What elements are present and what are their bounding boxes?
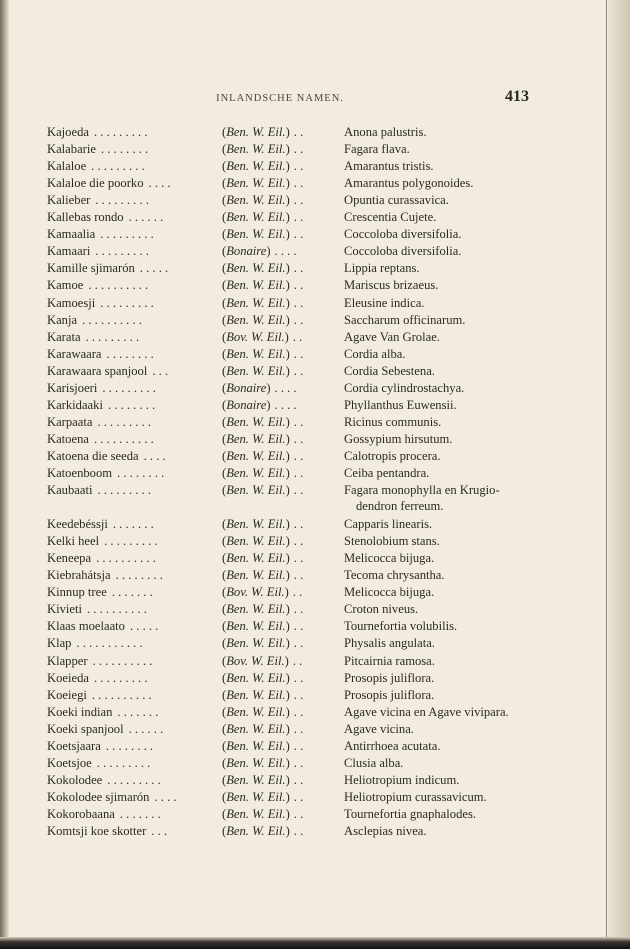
leader-dots: . . [293,159,304,174]
scientific-name: Amarantus polygonoides. [344,176,474,191]
scientific-name: Saccharum officinarum. [344,312,466,327]
leader-dots: . . [293,534,304,549]
entry-name: Kamaari [47,244,91,259]
leader-dots: . . [293,193,304,208]
entry-name: Karpaata [47,414,93,429]
leader-dots: . . [293,517,304,532]
scientific-name: Coccoloba diversifolia. [344,244,462,259]
entry-row [0,789,630,806]
leader-dots: . . [292,653,303,668]
leader-dots: . . [293,414,304,429]
entry-row [0,243,630,260]
scientific-name: Fagara monophylla en Krugio- [344,483,500,498]
scientific-name: Ricinus communis. [344,414,442,429]
scientific-name: Heliotropium indicum. [344,772,460,787]
leader-dots: . . . . . . . . . [96,755,151,770]
leader-dots: . . [293,431,304,446]
entry-source: (Ben. W. Eil.) [222,670,290,685]
leader-dots: . . [293,789,304,804]
entry-name: Klaas moelaato [47,619,125,634]
leader-dots: . . [293,295,304,310]
leader-dots: . . . . . . . . . [107,772,161,787]
leader-dots: . . . . [274,244,297,259]
entry-name: Koeki indian [47,704,113,719]
leader-dots: . . . . . [139,261,169,276]
leader-dots: . . . . . . . . [115,568,163,583]
entry-row [0,414,630,431]
entry-row [0,601,630,618]
entry-name: Karawaara [47,346,102,361]
entry-name: Karkidaaki [47,397,103,412]
entry-name: Kamaalia [47,227,96,242]
entry-row [0,823,630,840]
entry-name: Katoena [47,431,89,446]
scientific-name: Agave Van Grolae. [344,329,440,344]
scientific-name: Agave vicina en Agave vivipara. [344,704,509,719]
entry-row [0,175,630,192]
entry-name: Kalaloe die poorko [47,176,144,191]
scientific-name: Physalis angulata. [344,636,435,651]
leader-dots: . . . . . . [128,721,164,736]
leader-dots: . . . . . . . [112,517,154,532]
running-header: INLANDSCHE NAMEN. [216,93,344,104]
leader-dots: . . [293,176,304,191]
scientific-name: Heliotropium curassavicum. [344,789,487,804]
leader-dots: . . [293,704,304,719]
entry-row [0,158,630,175]
leader-dots: . . . . . . . . . [95,193,149,208]
scientific-name: Eleusine indica. [344,295,425,310]
leader-dots: . . . . . . . [117,704,159,719]
entry-source: (Ben. W. Eil.) [222,602,290,617]
entry-row [0,260,630,277]
entry-source: (Ben. W. Eil.) [222,636,290,651]
entry-row [0,124,630,141]
leader-dots: . . . . . . . . . . . [76,636,143,651]
entry-row [0,567,630,584]
entry-source: (Ben. W. Eil.) [222,534,290,549]
entry-name: Katoena die seeda [47,448,139,463]
scientific-name: Tournefortia volubilis. [344,619,458,634]
entry-row [0,653,630,670]
entry-source: (Ben. W. Eil.) [222,431,290,446]
entry-source: (Ben. W. Eil.) [222,210,290,225]
leader-dots: . . [293,602,304,617]
leader-dots: . . . . . . . . [117,466,165,480]
entry-source: (Ben. W. Eil.) [222,789,290,804]
scientific-name: Phyllanthus Euwensii. [344,397,457,412]
leader-dots: . . . . . . . . . [100,295,154,310]
entry-source: (Ben. W. Eil.) [222,142,290,157]
entry-name: Kinnup tree [47,585,107,600]
entry-row [0,448,630,465]
scientific-name: Cordia cylindrostachya. [344,380,465,395]
entry-source: (Ben. W. Eil.) [222,414,290,429]
leader-dots: . . . . . . . . . . [93,431,154,446]
leader-dots: . . [292,585,303,600]
entry-row [0,687,630,704]
entry-source: (Ben. W. Eil.) [222,363,290,378]
leader-dots: . . . . . . . . . . [88,278,149,293]
entry-name: Koetsjaara [47,738,101,753]
leader-dots: . . [293,772,304,787]
entry-name: Koeki spanjool [47,721,124,736]
leader-dots: . . . . . . . . . [93,125,148,139]
entry-row [0,295,630,312]
entry-name: Kamoesji [47,295,96,310]
scientific-name: Tournefortia gnaphalodes. [344,806,477,821]
entry-name: Kamoe [47,278,84,293]
leader-dots: . . [293,738,304,753]
leader-dots: . . . . . . . . . [85,329,140,344]
entry-source: (Ben. W. Eil.) [222,261,290,276]
entry-row [0,516,630,533]
entry-source: (Ben. W. Eil.) [222,125,290,139]
scientific-name: Fagara flava. [344,142,410,157]
leader-dots: . . [293,568,304,583]
entry-row [0,380,630,397]
leader-dots: . . . . . . . [119,806,161,821]
entry-row [0,192,630,209]
scientific-name: Antirrhoea acutata. [344,738,441,753]
leader-dots: . . . . . . . . . [104,534,158,549]
entry-name: Keneepa [47,551,92,566]
entry-name: Kamille sjimarón [47,261,135,276]
scientific-name: Melicocca bijuga. [344,585,435,600]
scientific-name: Coccoloba diversifolia. [344,227,462,242]
entry-source: (Ben. W. Eil.) [222,824,290,838]
entry-row [0,346,630,363]
entry-name: Keedebéssji [47,517,108,532]
entry-source: (Bonaire) [222,380,271,395]
leader-dots: . . [293,551,304,566]
entry-name: Klapper [47,653,88,668]
entry-row [0,363,630,380]
leader-dots: . . [293,619,304,634]
leader-dots: . . . . . . . [111,585,153,600]
leader-dots: . . [293,806,304,821]
leader-dots: . . . . . . [128,210,164,225]
entry-source: (Ben. W. Eil.) [222,687,290,702]
scientific-name: Anona palustris. [344,125,427,139]
entry-row [0,721,630,738]
entry-source: (Bov. W. Eil.) [222,585,289,600]
scientific-name: Cordia Sebestena. [344,363,435,378]
leader-dots: . . [293,687,304,702]
scientific-name: Gossypium hirsutum. [344,431,453,446]
leader-dots: . . [293,636,304,651]
leader-dots: . . . . . . . . . [102,380,156,395]
entry-source: (Bonaire) [222,397,271,412]
entry-source: (Ben. W. Eil.) [222,517,290,532]
entry-name: Komtsji koe skotter [47,824,147,838]
entry-row [0,806,630,823]
leader-dots: . . . . . . . . . [91,159,145,174]
leader-dots: . . [293,312,304,327]
entry-source: (Ben. W. Eil.) [222,346,290,361]
entry-source: (Ben. W. Eil.) [222,806,290,821]
leader-dots: . . [293,448,304,463]
entry-name: Kivieti [47,602,82,617]
entry-name: Karisjoeri [47,380,98,395]
entry-row [0,670,630,687]
entry-name: Karata [47,329,81,344]
leader-dots: . . [292,329,303,344]
entry-source: (Ben. W. Eil.) [222,738,290,753]
entry-source: (Ben. W. Eil.) [222,312,290,327]
entry-name: Kaubaati [47,483,93,498]
leader-dots: . . [293,227,304,242]
entry-row [0,772,630,789]
entry-source: (Ben. W. Eil.) [222,448,290,463]
scientific-name: Mariscus brizaeus. [344,278,439,293]
entry-row [0,482,630,499]
leader-dots: . . . . . . . . . . [96,551,156,566]
entry-source: (Ben. W. Eil.) [222,466,290,480]
entry-row [0,618,630,635]
entry-source: (Ben. W. Eil.) [222,721,290,736]
scientific-name: Prosopis juliflora. [344,687,435,702]
leader-dots: . . [293,483,304,498]
entry-source: (Ben. W. Eil.) [222,159,290,174]
scientific-name: Stenolobium stans. [344,534,440,549]
continuation-line: dendron ferreum. [356,499,444,514]
entry-name: Koeieda [47,670,89,685]
entry-row [0,209,630,226]
scientific-name: Capparis linearis. [344,517,433,532]
entry-row [0,226,630,243]
entry-row [0,397,630,414]
entry-name: Kokolodee sjimarón [47,789,150,804]
entry-name: Kalieber [47,193,91,208]
leader-dots: . . . . . . . . . [97,483,151,498]
entry-source: (Ben. W. Eil.) [222,278,290,293]
entry-name: Kalabarie [47,142,96,157]
leader-dots: . . [293,125,304,139]
scientific-name: Lippia reptans. [344,261,420,276]
leader-dots: . . [293,346,304,361]
entry-name: Klap [47,636,72,651]
entry-row [0,533,630,550]
scientific-name: Melicocca bijuga. [344,551,435,566]
leader-dots: . . . . . . . . . [97,414,151,429]
entry-row [0,277,630,294]
leader-dots: . . . . . . . . . [100,227,154,242]
entry-source: (Ben. W. Eil.) [222,227,290,242]
entry-row [0,635,630,652]
leader-dots: . . . . . . . . . . [92,653,153,668]
entry-name: Koetsjoe [47,755,92,770]
leader-dots: . . [293,755,304,770]
entry-source: (Ben. W. Eil.) [222,295,290,310]
entry-row [0,550,630,567]
entry-row [0,312,630,329]
leader-dots: . . [293,142,304,157]
leader-dots: . . . . . . . . . [93,670,148,685]
entry-row [0,584,630,601]
entry-name: Kokorobaana [47,806,115,821]
entry-name: Karawaara spanjool [47,363,148,378]
scientific-name: Pitcairnia ramosa. [344,653,435,668]
scientific-name: Tecoma chrysantha. [344,568,445,583]
scientific-name: Calotropis procera. [344,448,441,463]
scientific-name: Ceiba pentandra. [344,466,430,480]
leader-dots: . . . . [154,789,177,804]
scientific-name: Croton niveus. [344,602,419,617]
leader-dots: . . [293,824,304,838]
entry-source: (Ben. W. Eil.) [222,483,290,498]
entry-row [0,431,630,448]
leader-dots: . . . . . . . . . . [86,602,147,617]
leader-dots: . . . [152,363,169,378]
entry-name: Kalaloe [47,159,87,174]
leader-dots: . . [293,721,304,736]
leader-dots: . . . . . . . . . [95,244,149,259]
entry-row [0,704,630,721]
entry-source: (Bov. W. Eil.) [222,653,289,668]
page-number: 413 [505,88,529,105]
leader-dots: . . . [151,824,168,838]
scientific-name: Amarantus tristis. [344,159,434,174]
entry-source: (Ben. W. Eil.) [222,568,290,583]
entry-source: (Ben. W. Eil.) [222,704,290,719]
scientific-name: Asclepias nivea. [344,824,427,838]
entry-source: (Ben. W. Eil.) [222,755,290,770]
leader-dots: . . . . . . . . [100,142,149,157]
entry-name: Kelki heel [47,534,100,549]
entry-row [0,141,630,158]
leader-dots: . . [293,210,304,225]
entry-row [0,738,630,755]
entry-source: (Ben. W. Eil.) [222,176,290,191]
entry-name: Kanja [47,312,78,327]
scientific-name: Agave vicina. [344,721,414,736]
leader-dots: . . [293,466,304,480]
entry-name: Kallebas rondo [47,210,124,225]
entry-name: Kiebrahátsja [47,568,111,583]
scientific-name: Crescentia Cujete. [344,210,437,225]
leader-dots: . . [293,363,304,378]
entry-source: (Ben. W. Eil.) [222,193,290,208]
entry-name: Kokolodee [47,772,103,787]
leader-dots: . . . . . . . . . . [91,687,152,702]
scientific-name: Prosopis juliflora. [344,670,435,685]
entry-source: (Bov. W. Eil.) [222,329,289,344]
leader-dots: . . . . . . . . [105,738,154,753]
leader-dots: . . . . [274,397,297,412]
leader-dots: . . [293,261,304,276]
entry-name: Kajoeda [47,125,89,139]
entry-source: (Ben. W. Eil.) [222,772,290,787]
entry-row [0,755,630,772]
leader-dots: . . . . . [129,619,159,634]
leader-dots: . . . . . . . . . . [82,312,142,327]
scientific-name: Opuntia curassavica. [344,193,449,208]
page-bottom-edge [0,937,630,949]
entry-source: (Bonaire) [222,244,271,259]
entry-row [0,465,630,482]
entry-name: Katoenboom [47,466,113,480]
entry-name: Koeiegi [47,687,87,702]
leader-dots: . . . . . . . . [106,346,154,361]
scientific-name: Cordia alba. [344,346,406,361]
leader-dots: . . [293,278,304,293]
leader-dots: . . . . . . . . [107,397,156,412]
scientific-name: Clusia alba. [344,755,404,770]
entry-source: (Ben. W. Eil.) [222,551,290,566]
entry-row [0,329,630,346]
leader-dots: . . . . [274,380,297,395]
leader-dots: . . [293,670,304,685]
leader-dots: . . . . [148,176,171,191]
leader-dots: . . . . [143,448,166,463]
entry-source: (Ben. W. Eil.) [222,619,290,634]
